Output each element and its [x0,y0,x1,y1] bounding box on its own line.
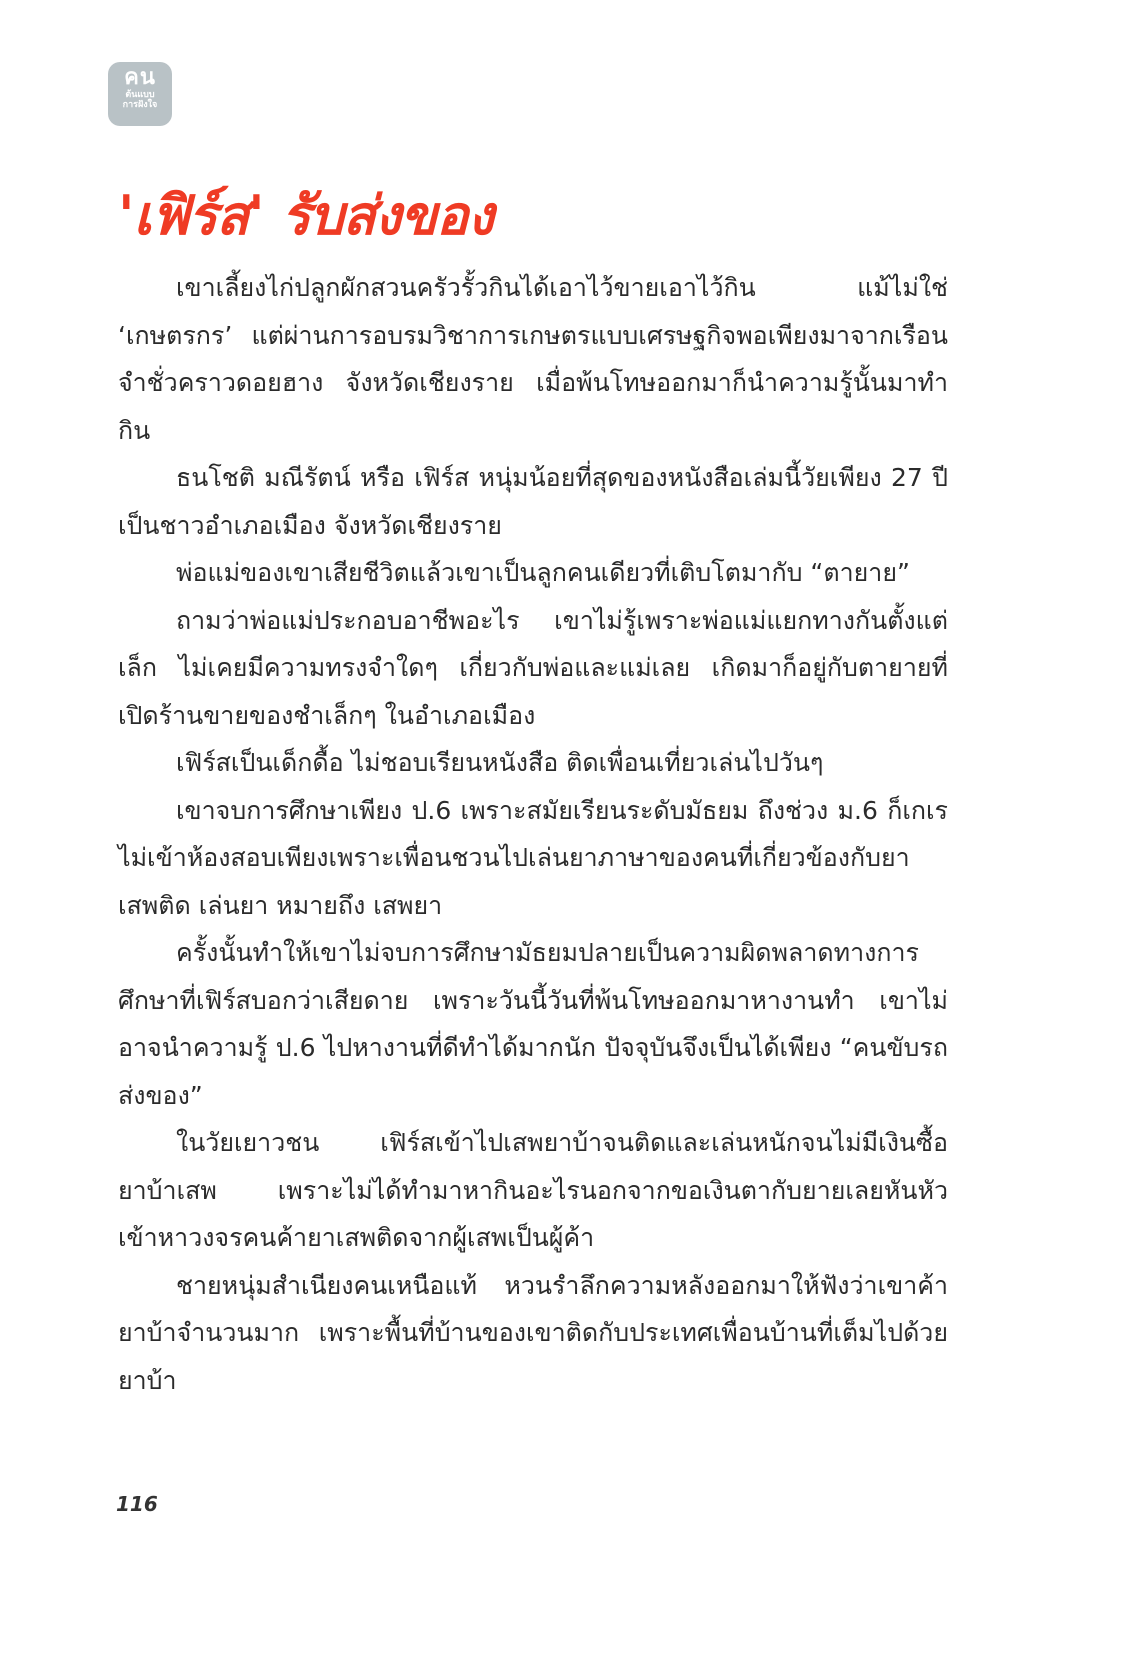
paragraph: เขาจบการศึกษาเพียง ป.6 เพราะสมัยเรียนระดับมัธยม ถึงช่วง ม.6 ก็เกเรไม่เข้าห้องสอบเพียงเพราะเพื่อนชวนไปเล่นยาภาษาของคนที่เกี่ยวข้องกับยาเสพติด เล่นยา หมายถึง เสพยา [118,795,948,920]
book-logo-badge [108,62,172,126]
logo-sub-text-1: ต้นแบบ [125,90,155,100]
paragraph: เขาเลี้ยงไก่ปลูกผักสวนครัวรั้วกินได้เอาไว้ขายเอาไว้กิน แม้ไม่ใช่ ‘เกษตรกร’ แต่ผ่านการอบรมวิชาการเกษตรแบบเศรษฐกิจพอเพียงมาจากเรือนจำชั่วคราวดอยฮาง จังหวัดเชียงราย เมื่อพ้นโทษออกมาก็นำความรู้นั้นมาทำกิน [118,273,948,445]
logo-sub-text-2: การฝังใจ [122,100,158,110]
paragraph: พ่อแม่ของเขาเสียชีวิตแล้วเขาเป็นลูกคนเดียวที่เติบโตมากับ “ตายาย” [176,558,910,587]
paragraph: เฟิร์สเป็นเด็กดื้อ ไม่ชอบเรียนหนังสือ ติดเพื่อนเที่ยวเล่นไปวันๆ [176,748,824,777]
paragraph: ครั้งนั้นทำให้เขาไม่จบการศึกษามัธยมปลายเป็นความผิดพลาดทางการศึกษาที่เฟิร์สบอกว่าเสียดาย เพราะวันนี้วันที่พ้นโทษออกมาหางานทำ เขาไม่อาจนำความรู้ ป.6 ไปหางานที่ดีทำได้มากนัก ปัจจุบันจึงเป็นได้เพียง “คนขับรถส่งของ” [118,938,948,1110]
paragraph: ถามว่าพ่อแม่ประกอบอาชีพอะไร เขาไม่รู้เพราะพ่อแม่แยกทางกันตั้งแต่เล็ก ไม่เคยมีความทรงจำใดๆ เกี่ยวกับพ่อและแม่เลย เกิดมาก็อยู่กับตายายที่เปิดร้านขายของชำเล็กๆ ในอำเภอเมือง [118,605,948,730]
body-text [118,264,948,1404]
paragraph: ในวัยเยาวชน เฟิร์สเข้าไปเสพยาบ้าจนติดและเล่นหนักจนไม่มีเงินซื้อยาบ้าเสพ เพราะไม่ได้ทำมาหากินอะไรนอกจากขอเงินตากับยายเลยหันหัวเข้าหาวงจรคนค้ายาเสพติดจากผู้เสพเป็นผู้ค้า [118,1128,948,1252]
chapter-title: 'เฟิร์ส' รับส่งของ [118,184,493,247]
paragraph: ชายหนุ่มสำเนียงคนเหนือแท้ หวนรำลึกความหลังออกมาให้ฟังว่าเขาค้ายาบ้าจำนวนมาก เพราะพื้นที่บ้านของเขาติดกับประเทศเพื่อนบ้านที่เต็มไปด้วยยาบ้า [118,1270,948,1395]
page-number: 116 [116,1492,158,1516]
logo-main-text: คน [124,65,156,90]
paragraph: ธนโชติ มณีรัตน์ หรือ เฟิร์ส หนุ่มน้อยที่สุดของหนังสือเล่มนี้วัยเพียง 27 ปี เป็นชาวอำเภอเมือง จังหวัดเชียงราย [118,463,948,540]
